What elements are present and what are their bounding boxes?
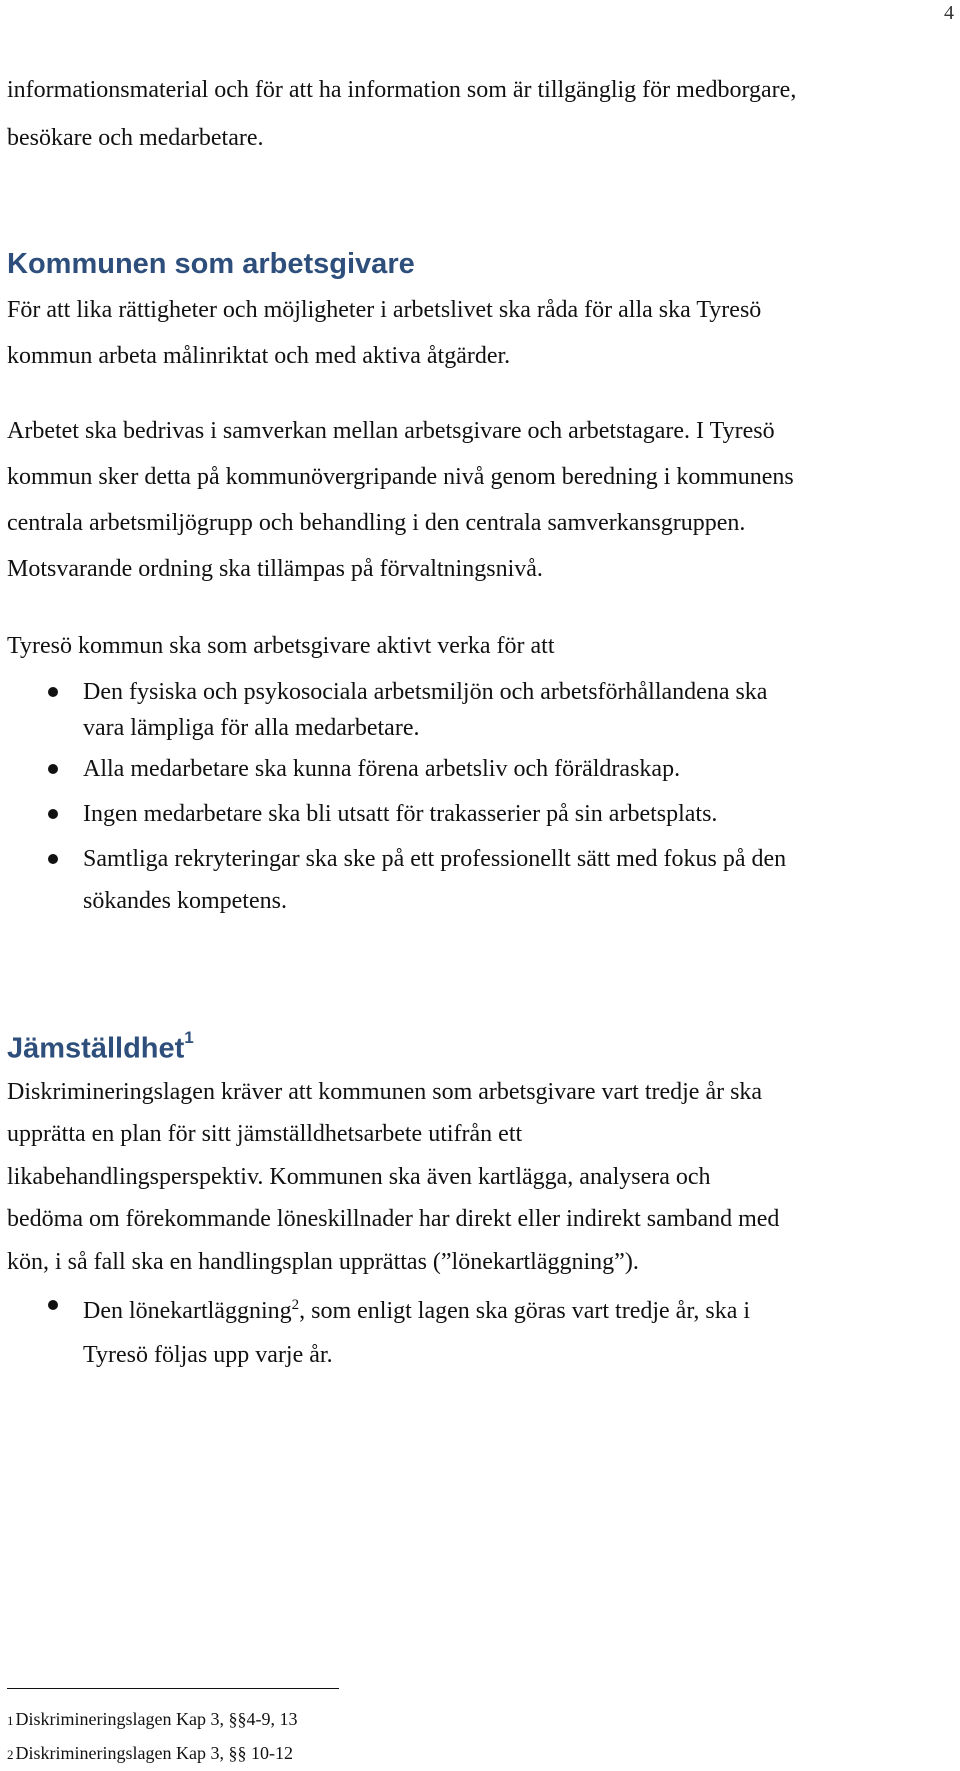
list-item <box>7 674 947 746</box>
bullet-icon <box>48 854 58 864</box>
footnote-1-number: 1 <box>7 1713 14 1728</box>
footnote-ref-2[interactable]: 2 <box>291 1297 300 1314</box>
document-body <box>7 66 947 1377</box>
equality-line-1: Diskrimineringslagen kräver att kommunen som arbetsgivare vart tredje år ska <box>7 1078 763 1105</box>
bullet-3-text: Ingen medarbetare ska bli utsatt för trakasserier på sin arbetsplats. <box>83 801 718 827</box>
bullet-icon <box>48 1300 58 1310</box>
list-item <box>7 747 947 791</box>
equality-heading-text: Jämställdhet <box>7 1032 185 1065</box>
equality-bullet-list <box>7 1283 947 1377</box>
equality-bullet-line-2: Tyresö följas upp varje år. <box>83 1342 333 1369</box>
bullet-4-line-2: sökandes kompetens. <box>83 888 287 914</box>
employer-p2-line-2: kommun sker detta på kommunövergripande nivå genom beredning i kommunens <box>7 464 794 490</box>
footnote-1 <box>7 1703 297 1737</box>
footnote-2 <box>7 1737 297 1771</box>
page-number: 4 <box>944 2 954 24</box>
intro-line-2: besökare och medarbetare. <box>7 125 264 151</box>
employer-bullet-list <box>7 674 947 922</box>
intro-line-1: informationsmaterial och för att ha information som är tillgänglig för medborgare, <box>7 77 797 103</box>
employer-p1-line-1: För att lika rättigheter och möjligheter i arbetslivet ska råda för alla ska Tyresö <box>7 297 762 323</box>
equality-bullet-before-ref: Den lönekartläggning <box>83 1298 292 1325</box>
employer-paragraph-2 <box>7 408 947 592</box>
list-item <box>7 1283 947 1377</box>
bullet-icon <box>48 809 58 819</box>
list-item <box>7 792 947 836</box>
bullet-4-line-1: Samtliga rekryteringar ska ske på ett professionellt sätt med fokus på den <box>83 846 787 872</box>
bullet-icon <box>48 764 58 774</box>
employer-p2-line-4: Motsvarande ordning ska tillämpas på förvaltningsnivå. <box>7 556 543 582</box>
bullet-icon <box>48 687 58 697</box>
section-heading-equality <box>7 1020 947 1071</box>
employer-paragraph-1 <box>7 287 947 379</box>
footnote-2-text: Diskrimineringslagen Kap 3, §§ 10-12 <box>15 1743 293 1763</box>
bullet-2-text: Alla medarbetare ska kunna förena arbetsliv och föräldraskap. <box>83 756 681 782</box>
employer-p1-line-2: kommun arbeta målinriktat och med aktiva åtgärder. <box>7 343 511 369</box>
employer-paragraph-3: Tyresö kommun ska som arbetsgivare aktivt verka för att <box>7 633 555 659</box>
footnote-1-text: Diskrimineringslagen Kap 3, §§4-9, 13 <box>15 1709 298 1729</box>
equality-line-2: upprätta en plan för sitt jämställdhetsarbete utifrån ett <box>7 1121 523 1148</box>
footnotes <box>7 1703 297 1771</box>
employer-p2-line-1: Arbetet ska bedrivas i samverkan mellan arbetsgivare och arbetstagare. I Tyresö <box>7 418 775 444</box>
equality-bullet-after-ref: , som enligt lagen ska göras vart tredje år, ska i <box>299 1298 751 1325</box>
footnote-2-number: 2 <box>7 1747 14 1762</box>
intro-paragraph <box>7 66 947 162</box>
section-heading-employer: Kommunen som arbetsgivare <box>7 248 415 280</box>
equality-line-3: likabehandlingsperspektiv. Kommunen ska även kartlägga, analysera och <box>7 1163 711 1190</box>
employer-p2-line-3: centrala arbetsmiljögrupp och behandling i den centrala samverkansgruppen. <box>7 510 746 536</box>
equality-line-5: kön, i så fall ska en handlingsplan upprättas (”lönekartläggning”). <box>7 1248 639 1275</box>
list-item <box>7 838 947 922</box>
footnote-divider <box>7 1688 339 1689</box>
bullet-1-line-1: Den fysiska och psykosociala arbetsmiljön och arbetsförhållandena ska <box>83 679 768 705</box>
equality-line-4: bedöma om förekommande löneskillnader har direkt eller indirekt samband med <box>7 1206 780 1233</box>
equality-paragraph <box>7 1071 947 1284</box>
bullet-1-line-2: vara lämpliga för alla medarbetare. <box>83 715 420 741</box>
footnote-ref-1[interactable]: 1 <box>184 1028 194 1047</box>
